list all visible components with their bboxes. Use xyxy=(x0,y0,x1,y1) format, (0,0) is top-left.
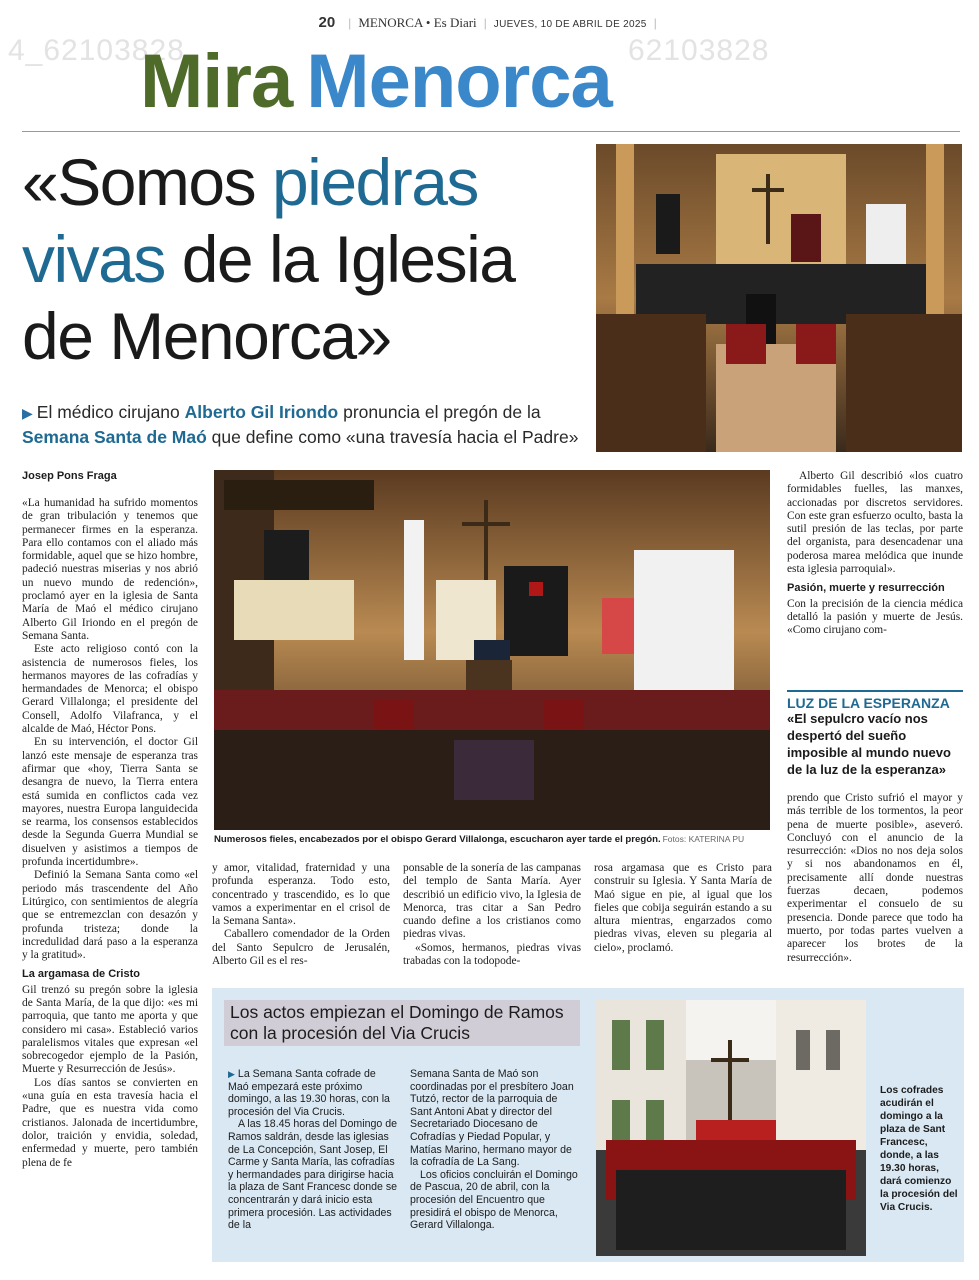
issue-date: JUEVES, 10 DE ABRIL DE 2025 xyxy=(493,19,647,30)
watermark-right: 62103828 xyxy=(628,34,770,67)
page-number: 20 xyxy=(318,14,336,31)
paragraph: y amor, vitalidad, fraternidad y una profunda esperanza. Todo esto, concentrado y trascendido, es lo que vamos a experimentar en el crisol de la Semana Santa». xyxy=(212,862,390,928)
paragraph: Gil trenzó su pregón sobre la iglesia de Santa María, de la que dijo: «es mi parroquia, que tanto me aporta y que considero mi casa». Estableció varios paralelismos vitales que expresan «el sobrecogedor ejemplo de la Pasión, Muerte y Resurrección de Jesús». xyxy=(22,983,198,1076)
paragraph: Caballero comendador de la Orden del Santo Sepulcro de Jerusalén, Alberto Gil es el res- xyxy=(212,928,390,968)
paragraph: Alberto Gil describió «los cuatro formidables fuelles, las manxes, accionadas por discretos servidores. Con este gran esfuerzo oculto, basta la sutil presión de las teclas, por parte del organista, para desencadenar una poderosa marea melódica que inunde esta iglesia parroquial». xyxy=(787,470,963,576)
headline-highlight: piedras vivas xyxy=(22,145,478,297)
paragraph: Con la precisión de la ciencia médica detalló la pasión y muerte de Jesús. «Como cirujano com- xyxy=(787,597,963,637)
page-folio: 20 | MENORCA • Es Diari | JUEVES, 10 DE ABRIL DE 2025 | xyxy=(318,14,657,31)
triangle-bullet-icon: ▶ xyxy=(228,1069,235,1079)
paragraph: Los días santos se convierten en «una guía en esta travesía hacia el Padre, que es nuestra vida como cristianos. Jalonada de incertidumbre, dolor, traición y envidia, soledad, enfermedad y muerte, pero también plena de fe xyxy=(22,1076,198,1169)
procession-photo xyxy=(596,1000,866,1256)
pregon-photo xyxy=(214,470,770,830)
header-rule xyxy=(22,131,960,132)
headline xyxy=(22,144,592,376)
sidebar-title: LUZ DE LA ESPERANZA xyxy=(787,690,963,711)
byline: Josep Pons Fraga xyxy=(22,470,117,482)
paragraph: En su intervención, el doctor Gil lanzó este mensaje de esperanza tras afirmar que «hoy, Tierra Santa se desangra de nuevo, la Tierra entera está sumida en conflictos cada vez mayores, nuestra Europa languidecida se rearma, los consensos establecidos desde la Segunda Guerra Mundial se disuelven y asistimos a tiempos de profunda incertidumbre». xyxy=(22,736,198,869)
subhead-name: Alberto Gil Iriondo xyxy=(184,402,339,422)
section-title-menorca: Menorca xyxy=(306,39,612,124)
article-column-5 xyxy=(787,470,963,638)
paragraph: Semana Santa de Maó son coordinadas por el presbítero Joan Tutzó, rector de la parroquia de Sant Antoni Abat y director del Secretariado Diocesano de Cofradías y Piedad Popular, y Matías Marino, hermano mayor de la cofradía de La Sang. xyxy=(410,1068,574,1169)
paper-name: MENORCA xyxy=(358,15,423,30)
box-column-2 xyxy=(410,1068,580,1232)
watermark-left: 4_62103828 xyxy=(8,34,185,67)
subheading: Pasión, muerte y resurrección xyxy=(787,582,945,595)
article-column-4 xyxy=(594,862,772,955)
headline-part1: «Somos xyxy=(22,145,272,219)
procession-photo-caption: Los cofrades acudirán el domingo a la plaza de Sant Francesc, donde, a las 19.30 horas, dará comienzo la procesión del Via Crucis. xyxy=(880,1085,958,1213)
article-column-5-continued xyxy=(787,792,963,965)
subhead-event: Semana Santa de Maó xyxy=(22,427,207,448)
paper-name-suffix: • Es Diari xyxy=(425,15,477,30)
paragraph: rosa argamasa que es Cristo para construir su Iglesia. Y Santa María de Maó sigue en pie, al igual que los fieles que cobija seguirán estando a su altura mientras, engarzados como piedras vivas, eleven su plegaria al cielo», proclamó. xyxy=(594,862,772,954)
article-column-3 xyxy=(403,862,581,968)
triangle-bullet-icon: ▶ xyxy=(22,405,33,421)
paragraph: Definió la Semana Santa como «el periodo más trascendente del Año Litúrgico, con sentimientos de alegría que se entremezclan con desazón y profunda tristeza; donde la incredulidad dará paso a la esperanza y la gratitud». xyxy=(22,869,198,962)
box-title: Los actos empiezan el Domingo de Ramos con la procesión del Via Crucis xyxy=(224,1000,580,1046)
photo-credit: Fotos: KATERINA PU xyxy=(662,834,745,844)
subhead: ▶ El médico cirujano Alberto Gil Iriondo pronuncia el pregón de la Semana Santa de Maó que define como «una travesía hacia el Padre» xyxy=(22,402,579,448)
paragraph: ponsable de la sonería de las campanas del templo de Santa María. Ayer describió un edificio vivo, la Iglesia de Menorca, tras citar a San Pedro cuando define a los cristianos como piedras vivas. xyxy=(403,862,581,941)
paragraph: Los oficios concluirán el Domingo de Pascua, 20 de abril, con la procesión del Encuentro que presidirá el obispo de Menorca, Gerard Villalonga. xyxy=(410,1168,578,1232)
paragraph: prendo que Cristo sufrió el mayor y más terrible de los tormentos, la peor pena de muerte posible», aseveró. Concluyó con el anuncio de la resurrección: «Dios no nos deja solos y si nos abandonamos en él, precisamente allí donde nuestras fuerzas decaen, podemos experimentar el consuelo de su presencia. Donde parece que todo ha muerto, por todas partes vuelven a aparecer los brotes de la resurrección». xyxy=(787,792,963,964)
choir-photo xyxy=(596,144,962,452)
paragraph: «Somos, hermanos, piedras vivas trabadas con la todopode- xyxy=(403,941,581,968)
section-title-mira: Mira xyxy=(140,39,293,124)
paragraph: A las 18.45 horas del Domingo de Ramos saldrán, desde las iglesias de La Concepción, Sant Josep, El Carme y Santa María, las cofradías y hermandades para dirigirse hacia la plaza de Sant Francesc donde se concentrarán y dará inicio esta primera procesión. Las actividades de la xyxy=(228,1118,398,1232)
article-column-1 xyxy=(22,497,198,1170)
section-title xyxy=(140,39,612,124)
headline-part3: de la Iglesia de Menorca» xyxy=(22,222,515,374)
paragraph: «La humanidad ha sufrido momentos de gran tribulación y tenemos que permanecer firmes en la esperanza. Para ello contamos con el aliado más formidable, aquel que se hizo hombre, padeció nuestras miserias y nos abrió un nuevo mundo de redención», proclamó ayer en la iglesia de Santa María de Maó el médico cirujano Alberto Gil Iriondo en el pregón de Semana Santa. xyxy=(22,497,198,642)
box-column-1 xyxy=(228,1068,398,1232)
paragraph: Este acto religioso contó con la asistencia de numerosos fieles, los hermanos mayores de las cofradías y hermandades de Menorca; el obispo Gerard Villalonga; el presidente del Consell, Adolfo Vilafranca, y el alcalde de Maó, Héctor Pons. xyxy=(22,643,198,736)
paragraph: ▶ La Semana Santa cofrade de Maó empezará este próximo domingo, a las 19.30 horas, con la procesión del Via Crucis. xyxy=(228,1068,390,1118)
sidebar-quote: «El sepulcro vacío nos despertó del sueño imposible al mundo nuevo de la luz de la esperanza» xyxy=(787,711,951,777)
article-column-2 xyxy=(212,862,390,968)
photo-caption: Numerosos fieles, encabezados por el obispo Gerard Villalonga, escucharon ayer tarde el pregón. Fotos: KATERINA PU xyxy=(214,834,745,845)
subheading: La argamasa de Cristo xyxy=(22,968,140,981)
